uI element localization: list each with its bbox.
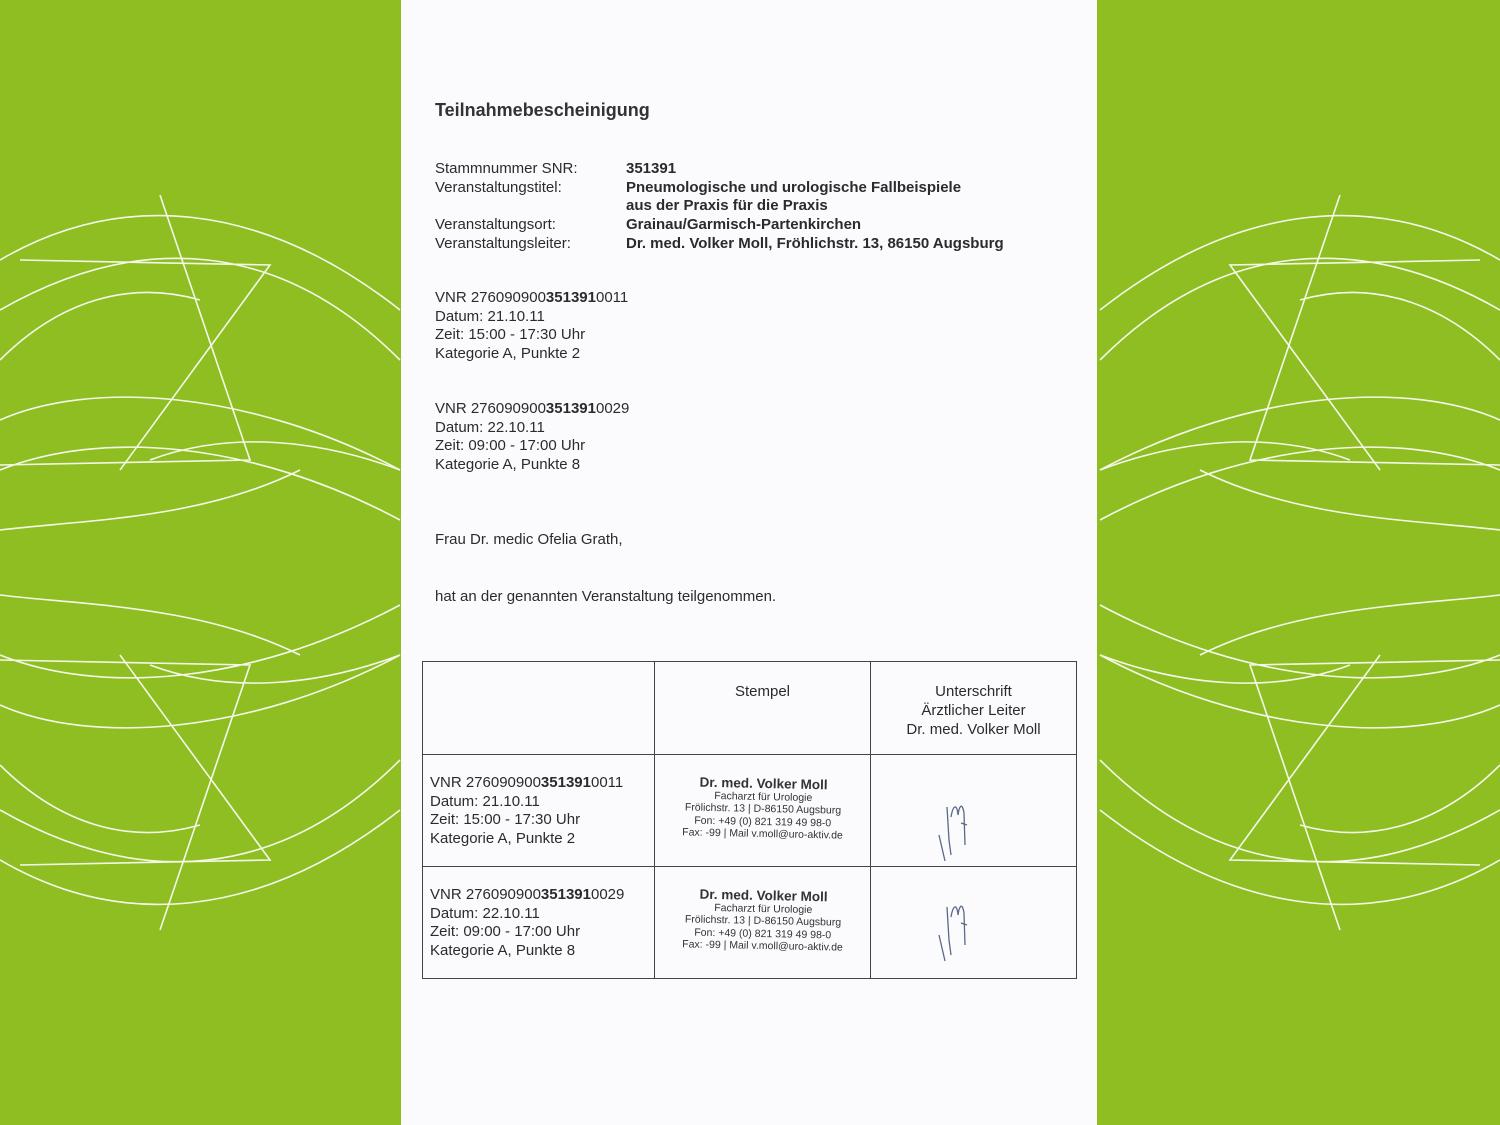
- handwritten-signature: [931, 795, 991, 865]
- session-category: Kategorie A, Punkte 2: [435, 345, 581, 363]
- info-row: [435, 197, 1056, 216]
- session-category: Kategorie A, Punkte 8: [435, 456, 581, 474]
- info-value: Grainau/Garmisch-Partenkirchen: [626, 216, 862, 234]
- left-decorative-panel: [0, 0, 401, 1125]
- table-row: [423, 867, 1077, 979]
- session-block-1: [435, 289, 628, 364]
- info-value: Dr. med. Volker Moll, Fröhlichstr. 13, 86150 Augsburg: [626, 234, 1004, 252]
- info-value: aus der Praxis für die Praxis: [626, 197, 828, 215]
- info-label: Veranstaltungsleiter:: [435, 234, 571, 252]
- session-vnr: VNR 2760909003513910011: [435, 289, 629, 306]
- info-label: Stammnummer SNR:: [435, 160, 578, 177]
- ornament-left: [0, 0, 401, 1125]
- session-time: Zeit: 09:00 - 17:00 Uhr: [435, 437, 586, 455]
- session-time: Zeit: 15:00 - 17:30 Uhr: [435, 326, 586, 344]
- session-date: Datum: 21.10.11: [435, 307, 545, 325]
- signature-cell: [871, 867, 1077, 979]
- signature-header: Unterschrift Ärztlicher Leiter Dr. med. Volker Moll: [871, 662, 1077, 755]
- info-value: 351391: [626, 160, 677, 177]
- document-title: Teilnahmebescheinigung: [435, 100, 650, 120]
- info-label: Veranstaltungsort:: [435, 216, 556, 234]
- session-date: Datum: 22.10.11: [435, 418, 545, 436]
- signature-cell: [871, 755, 1077, 867]
- info-row: [435, 160, 1056, 179]
- session-cell: VNR 2760909003513910011 Datum: 21.10.11 Zeit: 15:00 - 17:30 Uhr Kategorie A, Punkte 2: [423, 755, 655, 867]
- certificate-page: [401, 0, 1097, 1125]
- session-cell: VNR 2760909003513910029 Datum: 22.10.11 Zeit: 09:00 - 17:00 Uhr Kategorie A, Punkte 8: [423, 867, 655, 979]
- event-info: [435, 160, 1056, 254]
- table-row: [423, 755, 1077, 867]
- stamp-header: Stempel: [655, 662, 871, 755]
- session-block-2: [435, 400, 629, 475]
- session-vnr: VNR 2760909003513910029: [435, 400, 630, 417]
- empty-header-cell: [423, 662, 655, 755]
- info-label: [435, 197, 626, 216]
- doctor-stamp: Dr. med. Volker Moll Facharzt für Urologie Frölichstr. 13 | D-86150 Augsburg Fon: +49 (0) 821 319 49 98-0 Fax: -99 | Mail v.moll@uro-aktiv.de: [653, 864, 871, 980]
- info-label: Veranstaltungstitel:: [435, 178, 562, 196]
- info-value: Pneumologische und urologische Fallbeispiele: [626, 178, 962, 196]
- table-header-row: [423, 662, 1077, 755]
- ornament-right: [1097, 0, 1500, 1125]
- info-row: [435, 216, 1056, 235]
- participation-note: hat an der genannten Veranstaltung teilgenommen.: [435, 588, 777, 605]
- info-row: [435, 235, 1056, 254]
- signature-table: [422, 661, 1077, 979]
- recipient-name: Frau Dr. medic Ofelia Grath,: [435, 531, 623, 548]
- info-row: [435, 179, 1056, 198]
- doctor-stamp: Dr. med. Volker Moll Facharzt für Urologie Frölichstr. 13 | D-86150 Augsburg Fon: +49 (0) 821 319 49 98-0 Fax: -99 | Mail v.moll@uro-aktiv.de: [653, 752, 871, 868]
- right-decorative-panel: [1097, 0, 1500, 1125]
- handwritten-signature: [931, 895, 991, 965]
